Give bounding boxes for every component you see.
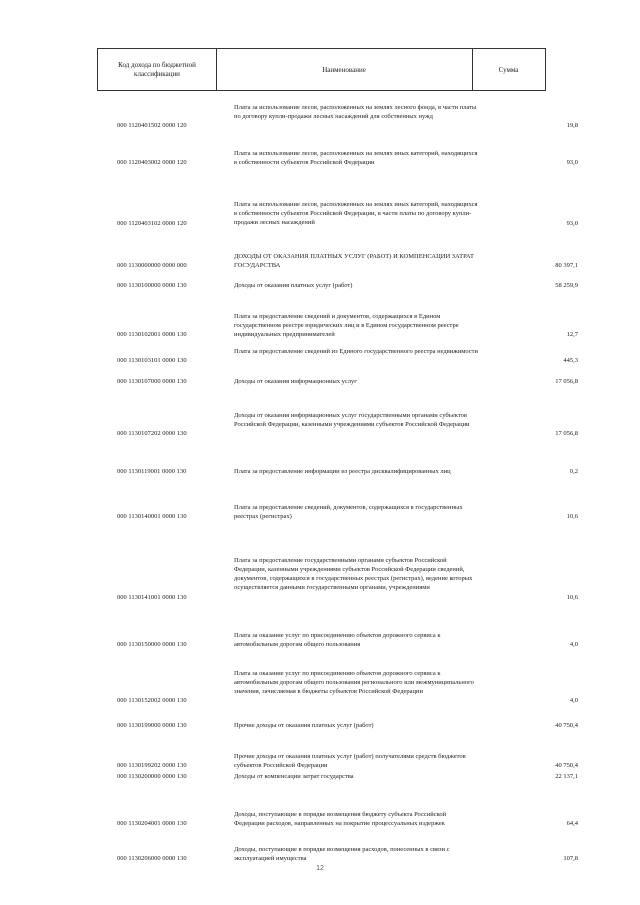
row-name: Плата за использование лесов, расположенных на землях лесного фонда, в части платы по договору купли-продажи лесных насаждений для собственных нужд xyxy=(234,104,477,120)
header-sum: Сумма xyxy=(498,65,519,74)
row-name: Плата за оказание услуг по присоединению объектов дорожного сервиса к автомобильным дорогам общего пользования регионального или межмуниципального значения, зачисляемая в бюджеты субъектов Российской Федерации xyxy=(234,670,474,695)
row-amount: 93,0 xyxy=(566,159,578,166)
row-amount: 64,4 xyxy=(566,820,578,827)
table-header xyxy=(97,48,546,91)
row-code: 000 1130206000 0000 130 xyxy=(117,855,187,862)
row-amount: 10,6 xyxy=(566,594,578,601)
row-name: Плата за предоставление государственными органами субъектов Российской Федерации, казенными учреждениями субъектов Российской Федерации сведений, документов, содержащихся в государственных реестрах (регистрах), ведение которых осуществляется данными государственными органами, учреждениями xyxy=(234,557,473,591)
row-code: 000 1130000000 0000 000 xyxy=(117,262,187,269)
row-code: 000 1130200000 0000 130 xyxy=(117,773,187,780)
row-code: 000 1130152002 0000 130 xyxy=(117,697,187,704)
row-name: Доходы, поступающие в порядке возмещения расходов, понесенных в связи с эксплуатацией имущества xyxy=(234,846,450,862)
row-code: 000 1120403102 0000 120 xyxy=(117,220,187,227)
row-amount: 17 056,8 xyxy=(555,430,578,437)
row-code: 000 1130150000 0000 130 xyxy=(117,641,187,648)
page-number: 12 xyxy=(316,865,324,872)
row-name: Плата за предоставление сведений из Единого государственного реестра недвижимости xyxy=(234,348,478,355)
row-name: Прочие доходы от оказания платных услуг (работ) xyxy=(234,722,374,729)
row-name: Плата за использование лесов, расположенных на землях иных категорий, находящихся в собственности субъектов Российской Федерации, в части платы по договору купли-продажи лесных насаждений xyxy=(234,201,478,226)
row-name: Плата за использование лесов, расположенных на землях иных категорий, находящихся в собственности субъектов Российской Федерации xyxy=(234,150,478,166)
header-code: Код дохода по бюджетной классификации xyxy=(98,49,217,90)
row-name: ДОХОДЫ ОТ ОКАЗАНИЯ ПЛАТНЫХ УСЛУГ (РАБОТ) И КОМПЕНСАЦИИ ЗАТРАТ ГОСУДАРСТВА xyxy=(234,253,475,269)
row-name: Плата за предоставление сведений и документов, содержащихся в Едином государственном реестре юридических лиц и в Едином государственном реестре индивидуальных предпринимателей xyxy=(234,313,459,338)
row-name: Доходы от оказания информационных услуг государственными органами субъектов Российской Федерации, казенными учреждениями субъектов Российской Федерации xyxy=(234,412,470,428)
row-amount: 19,8 xyxy=(566,122,578,129)
row-name: Доходы от оказания информационных услуг xyxy=(234,378,357,385)
row-name: Плата за предоставление сведений, документов, содержащихся в государственных реестрах (регистрах) xyxy=(234,504,463,520)
row-amount: 12,7 xyxy=(566,331,578,338)
row-amount: 58 259,9 xyxy=(555,282,578,289)
row-amount: 0,2 xyxy=(569,468,578,475)
row-code: 000 1130103101 0000 130 xyxy=(117,357,187,364)
row-amount: 4,0 xyxy=(569,697,578,704)
row-code: 000 1130102001 0000 130 xyxy=(117,331,187,338)
row-amount: 10,6 xyxy=(566,513,578,520)
row-code: 000 1130100000 0000 130 xyxy=(117,282,187,289)
row-name: Доходы от оказания платных услуг (работ) xyxy=(234,282,353,289)
row-name: Доходы от компенсации затрат государства xyxy=(234,773,354,780)
row-code: 000 1120401502 0000 120 xyxy=(117,122,187,129)
row-code: 000 1130141001 0000 130 xyxy=(117,594,187,601)
header-name: Наименование xyxy=(216,49,473,90)
row-amount: 107,8 xyxy=(563,855,578,862)
row-code: 000 1130107000 0000 130 xyxy=(117,378,187,385)
row-name: Плата за оказание услуг по присоединению объектов дорожного сервиса к автомобильным дорогам общего пользования xyxy=(234,632,441,648)
row-code: 000 1130107202 0000 130 xyxy=(117,430,187,437)
row-amount: 445,3 xyxy=(563,357,578,364)
row-code: 000 1120403002 0000 120 xyxy=(117,159,187,166)
row-amount: 4,0 xyxy=(569,641,578,648)
row-code: 000 1130204001 0000 130 xyxy=(117,820,187,827)
row-code: 000 1130199000 0000 130 xyxy=(117,722,187,729)
row-name: Прочие доходы от оказания платных услуг (работ) получателями средств бюджетов субъектов Российской Федерации xyxy=(234,753,466,769)
row-code: 000 1130199202 0000 130 xyxy=(117,762,187,769)
row-amount: 40 750,4 xyxy=(555,722,578,729)
row-amount: 22 137,1 xyxy=(555,773,578,780)
row-amount: 17 056,8 xyxy=(555,378,578,385)
row-amount: 80 397,1 xyxy=(555,262,578,269)
row-amount: 93,0 xyxy=(566,220,578,227)
row-code: 000 1130140001 0000 130 xyxy=(117,513,187,520)
row-name: Плата за предоставление информации из реестра дисквалифицированных лиц xyxy=(234,468,451,475)
row-code: 000 1130119001 0000 130 xyxy=(117,468,187,475)
row-amount: 40 750,4 xyxy=(555,762,578,769)
row-name: Доходы, поступающие в порядке возмещения бюджету субъекта Российской Федерации расходов, направленных на покрытие процессуальных издержек xyxy=(234,811,447,827)
